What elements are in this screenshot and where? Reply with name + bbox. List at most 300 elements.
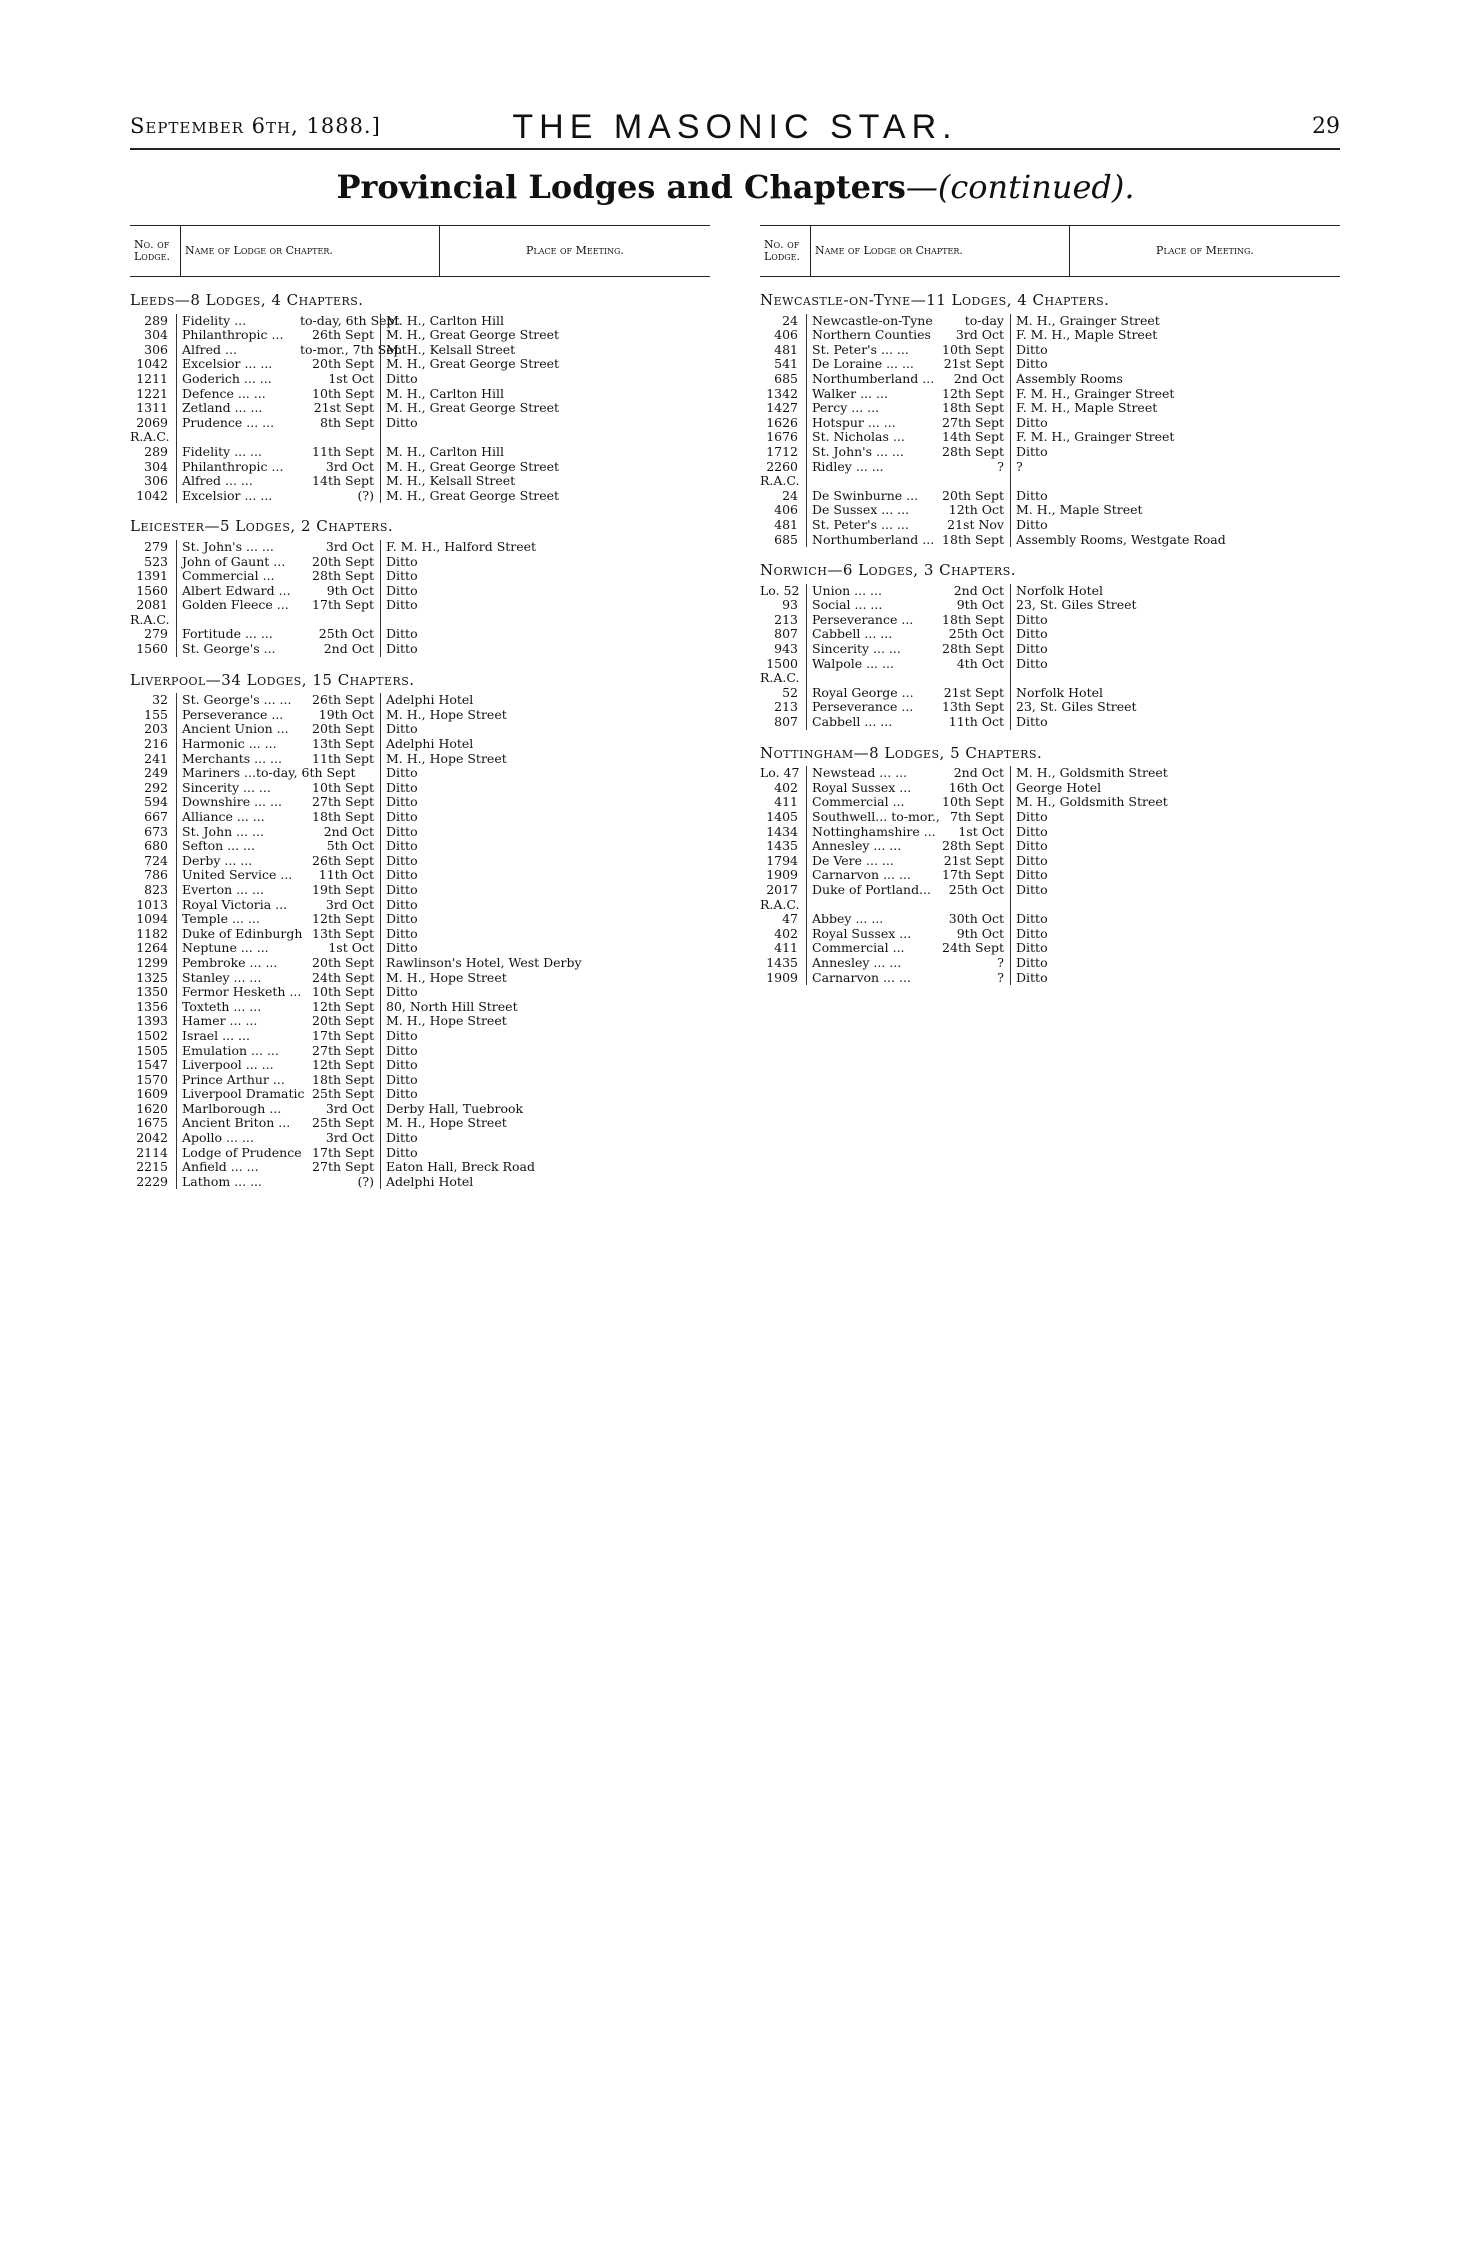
- table-row: [760, 584, 1340, 599]
- meeting-date: ?: [997, 969, 1004, 985]
- meeting-date: to-day, 6th Sept: [300, 312, 400, 328]
- table-row: [760, 357, 1340, 372]
- lodge-name: Albert Edward ...: [176, 584, 300, 599]
- lodge-name: Annesley ... ...: [806, 956, 930, 971]
- lodge-name: Fidelity ... ...: [176, 445, 300, 460]
- lodge-number: 1620: [136, 1100, 168, 1116]
- left-sections: [130, 293, 710, 1189]
- meeting-place: Ditto: [380, 927, 710, 942]
- lodge-number: 406: [774, 502, 798, 518]
- table-row: [760, 416, 1340, 431]
- meeting-date: 20th Sept: [312, 553, 374, 569]
- lodge-number: 216: [144, 736, 168, 752]
- meeting-date: [930, 898, 1010, 913]
- meeting-date: 2nd Oct: [323, 823, 374, 839]
- table-row: [760, 613, 1340, 628]
- lodge-number: 685: [774, 531, 798, 547]
- section: [130, 293, 710, 503]
- lodge-number: 306: [144, 341, 168, 357]
- table-row: [760, 372, 1340, 387]
- lodge-name: De Swinburne ...: [806, 489, 930, 504]
- lodge-number: 2229: [136, 1173, 168, 1189]
- lodge-name: Everton ... ...: [176, 883, 300, 898]
- meeting-date: to-mor., 7th Sept: [300, 341, 407, 357]
- meeting-date: 9th Oct: [956, 597, 1004, 613]
- lodge-number: 943: [774, 641, 798, 657]
- lodge-name: Royal George ...: [806, 686, 930, 701]
- table-row: [130, 1058, 710, 1073]
- meeting-date: 20th Sept: [312, 954, 374, 970]
- meeting-place: Ditto: [1010, 357, 1340, 372]
- table-row: [760, 941, 1340, 956]
- table-row: [130, 1146, 710, 1161]
- table-row: [760, 642, 1340, 657]
- lodge-number: 1042: [136, 356, 168, 372]
- table-row: [760, 533, 1340, 548]
- lodge-name: Sincerity ... ...: [806, 642, 930, 657]
- table-row: [130, 985, 710, 1000]
- lodge-number: 203: [144, 721, 168, 737]
- section-title: Liverpool—34 Lodges, 15 Chapters.: [130, 670, 415, 689]
- table-row: [130, 1073, 710, 1088]
- table-row: [130, 401, 710, 416]
- meeting-date: 25th Oct: [318, 626, 374, 642]
- lodge-name: Downshire ... ...: [176, 795, 300, 810]
- lodge-number: 24: [782, 487, 798, 503]
- lodge-name: Toxteth ... ...: [176, 1000, 300, 1015]
- meeting-place: Ditto: [380, 839, 710, 854]
- meeting-place: Ditto: [380, 372, 710, 387]
- lodge-name: Fidelity ...: [176, 314, 300, 329]
- table-row: [130, 387, 710, 402]
- lodge-number: 1182: [136, 925, 168, 941]
- table-row: [760, 956, 1340, 971]
- meeting-place: M. H., Hope Street: [380, 971, 710, 986]
- lodge-name: Lodge of Prudence: [176, 1146, 300, 1161]
- table-row: [130, 555, 710, 570]
- meeting-place: Ditto: [1010, 489, 1340, 504]
- meeting-place: Ditto: [1010, 971, 1340, 986]
- lodge-number: 2069: [136, 414, 168, 430]
- meeting-place: Ditto: [1010, 854, 1340, 869]
- section-title: Leeds—8 Lodges, 4 Chapters.: [130, 291, 364, 309]
- lodge-number: 1342: [766, 385, 798, 401]
- meeting-place: Ditto: [380, 766, 710, 781]
- table-row: [130, 693, 710, 708]
- lodge-name: Neptune ... ...: [176, 941, 300, 956]
- table-row: [760, 343, 1340, 358]
- lodge-number: 406: [774, 327, 798, 343]
- meeting-place: M. H., Carlton Hill: [380, 387, 710, 402]
- meeting-place: M. H., Great George Street: [380, 357, 710, 372]
- meeting-place: Assembly Rooms, Westgate Road: [1010, 533, 1340, 548]
- meeting-date: 2nd Oct: [953, 370, 1004, 386]
- meeting-place: Ditto: [380, 898, 710, 913]
- meeting-date: 3rd Oct: [325, 896, 374, 912]
- table-row: [130, 708, 710, 723]
- meeting-place: M. H., Kelsall Street: [380, 474, 710, 489]
- lodge-name: Northumberland ...: [806, 533, 930, 548]
- table-row: [760, 898, 1340, 913]
- meeting-place: Ditto: [380, 1029, 710, 1044]
- meeting-date: 9th Oct: [956, 925, 1004, 941]
- lodge-name: St. Peter's ... ...: [806, 518, 930, 533]
- meeting-date: (?): [357, 1173, 374, 1189]
- meeting-place: M. H., Grainger Street: [1010, 314, 1340, 329]
- meeting-place: George Hotel: [1010, 781, 1340, 796]
- lodge-number: 2042: [136, 1130, 168, 1146]
- lodge-name: Philanthropic ...: [176, 460, 300, 475]
- table-row: [130, 642, 710, 657]
- meeting-place: M. H., Great George Street: [380, 460, 710, 475]
- table-row: [130, 613, 710, 628]
- table-row: [760, 839, 1340, 854]
- lodge-number: 1909: [766, 867, 798, 883]
- table-row: [130, 1044, 710, 1059]
- lodge-name: Sefton ... ...: [176, 839, 300, 854]
- lodge-name: Ridley ... ...: [806, 460, 930, 475]
- table-row: [130, 737, 710, 752]
- meeting-date: 10th Sept: [942, 341, 1004, 357]
- meeting-date: ?: [997, 458, 1004, 474]
- meeting-date: [930, 671, 1010, 686]
- meeting-place: Ditto: [1010, 839, 1340, 854]
- table-row: [130, 314, 710, 329]
- lodge-name: Walker ... ...: [806, 387, 930, 402]
- meeting-date: 10th Sept: [312, 779, 374, 795]
- meeting-date: 17th Sept: [942, 867, 1004, 883]
- meeting-date: 4th Oct: [956, 655, 1004, 671]
- lodge-number: 1391: [136, 568, 168, 584]
- meeting-place: [380, 430, 710, 445]
- lodge-number: 24: [782, 312, 798, 328]
- lodge-number: 523: [144, 553, 168, 569]
- meeting-date: ?: [997, 954, 1004, 970]
- lodge-name: Prince Arthur ...: [176, 1073, 300, 1088]
- table-row: [760, 489, 1340, 504]
- lodge-number: 481: [774, 341, 798, 357]
- meeting-place: Ditto: [380, 642, 710, 657]
- table-row: [760, 627, 1340, 642]
- lodge-number: 411: [774, 794, 798, 810]
- lodge-number: 1560: [136, 582, 168, 598]
- meeting-date: 3rd Oct: [325, 1100, 374, 1116]
- section: [130, 670, 710, 1190]
- lodge-number: 1675: [136, 1115, 168, 1131]
- lodge-number: R.A.C.: [760, 473, 800, 489]
- table-row: [760, 868, 1340, 883]
- lodge-name: Royal Sussex ...: [806, 927, 930, 942]
- lodge-number: 1350: [136, 984, 168, 1000]
- lodge-name: Pembroke ... ...: [176, 956, 300, 971]
- subtitle-continued: —(continued).: [905, 168, 1135, 206]
- section-title: Newcastle-on-Tyne—11 Lodges, 4 Chapters.: [760, 291, 1110, 309]
- meeting-place: Ditto: [1010, 868, 1340, 883]
- meeting-date: 28th Sept: [942, 443, 1004, 459]
- lodge-name: [176, 430, 300, 445]
- lodge-name: [806, 671, 930, 686]
- lodge-name: De Sussex ... ...: [806, 503, 930, 518]
- meeting-date: 28th Sept: [312, 568, 374, 584]
- table-row: [760, 854, 1340, 869]
- meeting-date: 12th Sept: [942, 385, 1004, 401]
- table-row: [130, 1029, 710, 1044]
- table-row: [760, 328, 1340, 343]
- header-lodge-no: No. of Lodge.: [130, 226, 181, 276]
- meeting-place: Adelphi Hotel: [380, 693, 710, 708]
- meeting-place: M. H., Great George Street: [380, 328, 710, 343]
- table-row: [130, 1014, 710, 1029]
- meeting-date: 10th Sept: [942, 794, 1004, 810]
- meeting-date: 28th Sept: [942, 641, 1004, 657]
- meeting-date: 12th Sept: [312, 998, 374, 1014]
- meeting-date: 18th Sept: [312, 809, 374, 824]
- meeting-date: to-day: [964, 312, 1004, 328]
- meeting-date: 2nd Oct: [953, 582, 1004, 598]
- meeting-date: 11th Sept: [312, 750, 374, 766]
- lodge-number: 213: [774, 611, 798, 627]
- meeting-date: 14th Sept: [942, 429, 1004, 445]
- meeting-place: M. H., Great George Street: [380, 401, 710, 416]
- meeting-place: Norfolk Hotel: [1010, 584, 1340, 599]
- table-row: [130, 460, 710, 475]
- lodge-name: Perseverance ...: [806, 613, 930, 628]
- table-row: [130, 766, 710, 781]
- meeting-place: M. H., Great George Street: [380, 489, 710, 504]
- meeting-date: 21st Nov: [947, 516, 1004, 532]
- meeting-place: Rawlinson's Hotel, West Derby: [380, 956, 710, 971]
- lodge-number: 213: [774, 699, 798, 715]
- meeting-place: Ditto: [380, 416, 710, 431]
- meeting-date: 19th Sept: [312, 881, 374, 897]
- meeting-place: M. H., Maple Street: [1010, 503, 1340, 518]
- lodge-name: Excelsior ... ...: [176, 489, 300, 504]
- lodge-number: 1435: [766, 954, 798, 970]
- table-row: [760, 766, 1340, 781]
- page-number: 29: [1312, 114, 1340, 139]
- lodge-number: 1094: [136, 911, 168, 927]
- lodge-name: Newcastle-on-Tyne: [806, 314, 930, 329]
- lodge-name: Goderich ... ...: [176, 372, 300, 387]
- lodge-number: 289: [144, 312, 168, 328]
- meeting-date: 3rd Oct: [325, 1130, 374, 1146]
- meeting-place: F. M. H., Grainger Street: [1010, 430, 1340, 445]
- meeting-date: 25th Sept: [312, 1115, 374, 1131]
- lodge-number: 1264: [136, 940, 168, 956]
- table-row: [760, 927, 1340, 942]
- lodge-number: R.A.C.: [130, 429, 170, 445]
- lodge-number: 1211: [136, 370, 168, 386]
- lodge-name: Golden Fleece ...: [176, 598, 300, 613]
- table-row: [760, 657, 1340, 672]
- lodge-name: Northern Counties: [806, 328, 930, 343]
- meeting-date: 27th Sept: [312, 1159, 374, 1175]
- lodge-name: Hotspur ... ...: [806, 416, 930, 431]
- meeting-date: 2nd Oct: [323, 641, 374, 657]
- header-name: Name of Lodge or Chapter.: [181, 226, 440, 276]
- meeting-date: 8th Sept: [320, 414, 374, 430]
- lodge-number: 724: [144, 852, 168, 868]
- meeting-place: Ditto: [380, 584, 710, 599]
- table-row: [760, 810, 1340, 825]
- meeting-date: 26th Sept: [312, 327, 374, 343]
- lodge-name: Ancient Briton ...: [176, 1116, 300, 1131]
- meeting-place: M. H., Hope Street: [380, 708, 710, 723]
- table-row: [130, 810, 710, 825]
- lodge-number: Lo. 52: [760, 582, 800, 598]
- lodge-number: Lo. 47: [760, 765, 800, 781]
- table-row: [130, 1102, 710, 1117]
- table-row: [130, 883, 710, 898]
- meeting-place: Ditto: [1010, 518, 1340, 533]
- lodge-number: 2215: [136, 1159, 168, 1175]
- meeting-place: Assembly Rooms: [1010, 372, 1340, 387]
- lodge-name: [806, 898, 930, 913]
- meeting-place: M. H., Goldsmith Street: [1010, 766, 1340, 781]
- lodge-name: Zetland ... ...: [176, 401, 300, 416]
- meeting-date: 21st Sept: [313, 400, 374, 416]
- lodge-number: 680: [144, 838, 168, 854]
- lodge-name: Walpole ... ...: [806, 657, 930, 672]
- lodge-name: Fermor Hesketh ...: [176, 985, 300, 1000]
- lodge-name: Cabbell ... ...: [806, 715, 930, 730]
- lodge-number: 673: [144, 823, 168, 839]
- meeting-place: Ditto: [380, 1058, 710, 1073]
- table-row: [130, 795, 710, 810]
- lodge-name: Prudence ... ...: [176, 416, 300, 431]
- left-column: [130, 225, 710, 1189]
- meeting-place: Ditto: [380, 941, 710, 956]
- section-title: Nottingham—8 Lodges, 5 Chapters.: [760, 743, 1043, 762]
- lodge-number: 279: [144, 626, 168, 642]
- lodge-name: Commercial ...: [806, 795, 930, 810]
- lodge-number: 1405: [766, 809, 798, 824]
- lodge-number: 1502: [136, 1027, 168, 1043]
- lodge-name: Royal Victoria ...: [176, 898, 300, 913]
- meeting-place: Ditto: [380, 825, 710, 840]
- lodge-name: Southwell... to-mor.,: [806, 810, 930, 825]
- table-row: [760, 474, 1340, 489]
- header-lodge-no: No. of Lodge.: [760, 226, 811, 276]
- table-row: [130, 1131, 710, 1146]
- meeting-place: Ditto: [1010, 927, 1340, 942]
- meeting-place: Ditto: [380, 868, 710, 883]
- lodge-name: St. George's ... ...: [176, 693, 300, 708]
- lodge-number: 807: [774, 626, 798, 642]
- lodge-name: Perseverance ...: [806, 700, 930, 715]
- table-header: [760, 225, 1340, 277]
- table-row: [130, 598, 710, 613]
- meeting-date: 18th Sept: [312, 1071, 374, 1087]
- table-row: [130, 1087, 710, 1102]
- table-row: [760, 671, 1340, 686]
- subtitle-main: Provincial Lodges and Chapters: [336, 168, 906, 206]
- lodge-number: 1676: [766, 429, 798, 445]
- meeting-date: 18th Sept: [942, 400, 1004, 416]
- lodge-number: 402: [774, 779, 798, 795]
- meeting-date: 21st Sept: [943, 684, 1004, 700]
- lodge-number: 241: [144, 750, 168, 766]
- meeting-date: 9th Oct: [326, 582, 374, 598]
- meeting-date: 16th Oct: [948, 779, 1004, 795]
- table-row: [760, 401, 1340, 416]
- lodge-number: 52: [782, 684, 798, 700]
- lodge-name: Ancient Union ...: [176, 722, 300, 737]
- lodge-name: Carnarvon ... ...: [806, 868, 930, 883]
- lodge-name: United Service ...: [176, 868, 300, 883]
- table-row: [130, 540, 710, 555]
- lodge-number: 279: [144, 538, 168, 554]
- lodge-number: R.A.C.: [760, 896, 800, 912]
- meeting-place: Ditto: [380, 1087, 710, 1102]
- issue-date: September 6th, 1888.]: [130, 114, 381, 138]
- table-row: [130, 416, 710, 431]
- meeting-date: 5th Oct: [326, 838, 374, 854]
- meeting-date: [300, 613, 380, 628]
- table-row: [130, 868, 710, 883]
- table-row: [760, 825, 1340, 840]
- lodge-name: Cabbell ... ...: [806, 627, 930, 642]
- meeting-date: 17th Sept: [312, 1144, 374, 1160]
- meeting-date: 3rd Oct: [955, 327, 1004, 343]
- table-row: [130, 627, 710, 642]
- lodge-name: Temple ... ...: [176, 912, 300, 927]
- meeting-date: 20th Sept: [942, 487, 1004, 503]
- table-row: [760, 503, 1340, 518]
- table-row: [760, 715, 1340, 730]
- lodge-name: John of Gaunt ...: [176, 555, 300, 570]
- table-row: [130, 1000, 710, 1015]
- lodge-number: 541: [774, 356, 798, 372]
- meeting-date: 30th Oct: [948, 911, 1004, 927]
- lodge-number: 411: [774, 940, 798, 956]
- meeting-place: Ditto: [1010, 810, 1340, 825]
- table-row: [760, 518, 1340, 533]
- lodge-name: Apollo ... ...: [176, 1131, 300, 1146]
- lodge-name: Alliance ... ...: [176, 810, 300, 825]
- lodge-name: Harmonic ... ...: [176, 737, 300, 752]
- lodge-number: 93: [782, 597, 798, 613]
- table-row: [130, 898, 710, 913]
- lodge-name: Excelsior ... ...: [176, 357, 300, 372]
- meeting-place: Ditto: [1010, 445, 1340, 460]
- table-row: [130, 357, 710, 372]
- meeting-place: Ditto: [380, 795, 710, 810]
- table-row: [130, 569, 710, 584]
- lodge-name: Social ... ...: [806, 598, 930, 613]
- meeting-date: 11th Oct: [318, 867, 374, 883]
- meeting-date: 20th Sept: [312, 356, 374, 372]
- meeting-date: 25th Oct: [948, 881, 1004, 897]
- header-place: Place of Meeting.: [1156, 243, 1254, 257]
- meeting-place: F. M. H., Maple Street: [1010, 328, 1340, 343]
- table-row: [130, 430, 710, 445]
- table-row: [130, 752, 710, 767]
- lodge-number: 1712: [766, 443, 798, 459]
- meeting-place: M. H., Hope Street: [380, 1116, 710, 1131]
- meeting-date: 18th Sept: [942, 611, 1004, 627]
- lodge-name: St. George's ...: [176, 642, 300, 657]
- meeting-place: Ditto: [380, 555, 710, 570]
- table-row: [130, 971, 710, 986]
- meeting-place: Eaton Hall, Breck Road: [380, 1160, 710, 1175]
- lodge-name: Lathom ... ...: [176, 1175, 300, 1190]
- lodge-name: Alfred ...: [176, 343, 300, 358]
- meeting-date: [930, 474, 1010, 489]
- lodge-name: Nottinghamshire ...: [806, 825, 930, 840]
- publication-title: THE MASONIC STAR.: [512, 108, 958, 146]
- page-header: [130, 108, 1340, 150]
